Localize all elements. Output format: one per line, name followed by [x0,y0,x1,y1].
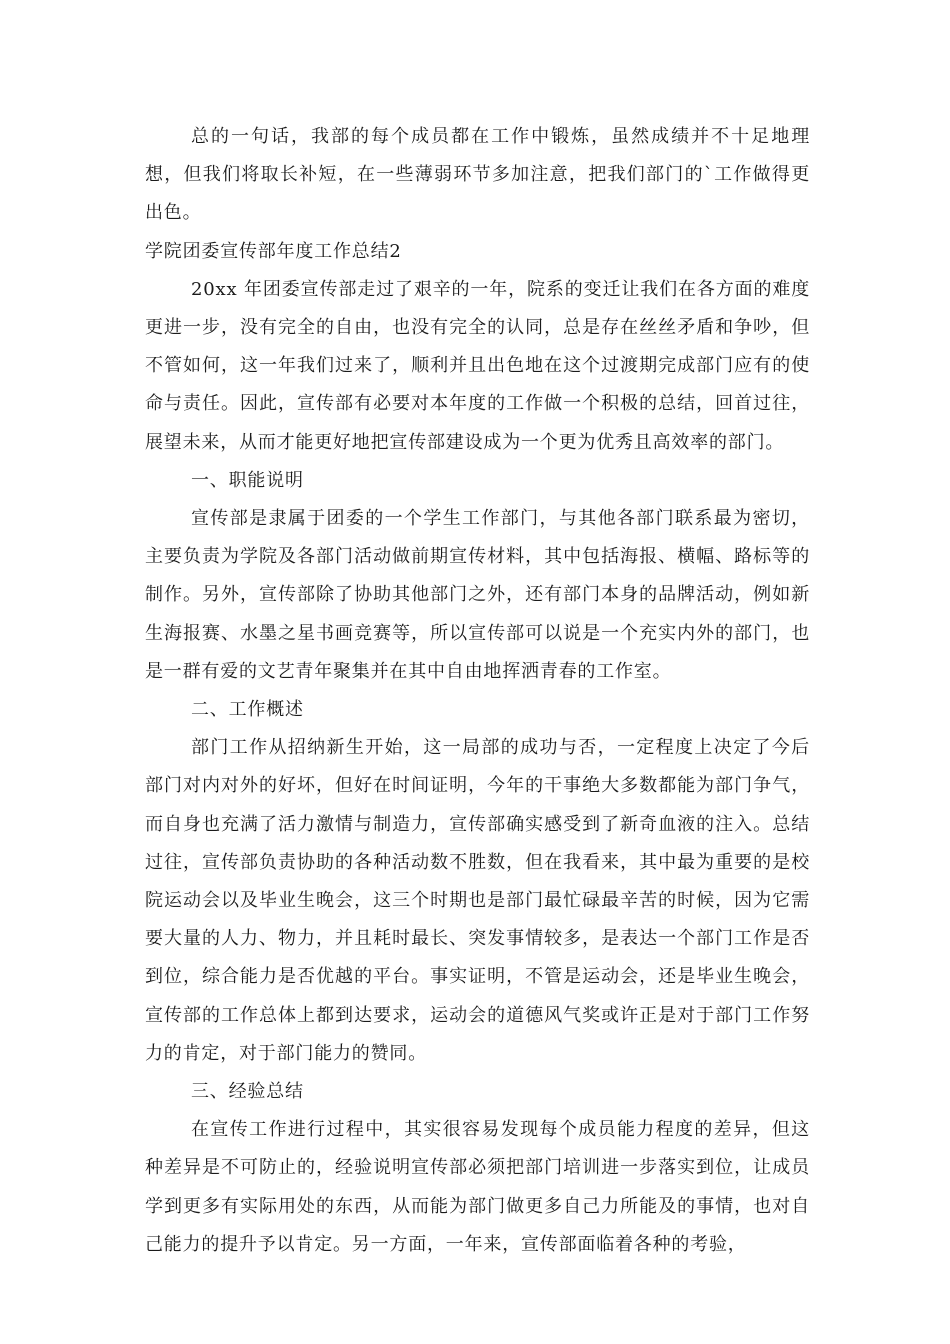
section-heading-experience: 三、经验总结 [191,1081,304,1103]
intro-paragraph: 总的一句话，我部的每个成员都在工作中锻炼，虽然成绩并不十足地理想，但我们将取长补短，在一些薄弱环节多加注意，把我们部门的`工作做得更出色。 [145,126,810,224]
document-title: 学院团委宣传部年度工作总结2 [145,240,402,262]
document-body [145,118,810,1264]
paragraph-opening: 20xx 年团委宣传部走过了艰辛的一年，院系的变迁让我们在各方面的难度更进一步，没有完全的自由，也没有完全的认同，总是存在丝丝矛盾和争吵，但不管如何，这一年我们过来了，顺利并且出色地在这个过渡期完成部门应有的使命与责任。因此，宣传部有必要对本年度的工作做一个积极的总结，回首过往，展望未来，从而才能更好地把宣传部建设成为一个更为优秀且高效率的部门。 [145,278,810,453]
section-text-work-overview: 部门工作从招纳新生开始，这一局部的成功与否，一定程度上决定了今后部门对内对外的好坏，但好在时间证明，今年的干事绝大多数都能为部门争气，而自身也充满了活力激情与制造力，宣传部确实感受到了新奇血液的注入。总结过往，宣传部负责协助的各种活动数不胜数，但在我看来，其中最为重要的是校院运动会以及毕业生晚会，这三个时期也是部门最忙碌最辛苦的时候，因为它需要大量的人力、物力，并且耗时最长、突发事情较多，是表达一个部门工作是否到位，综合能力是否优越的平台。事实证明，不管是运动会，还是毕业生晚会，宣传部的工作总体上都到达要求，运动会的道德风气奖或许正是对于部门工作努力的肯定，对于部门能力的赞同。 [145,737,810,1064]
section-heading-work-overview: 二、工作概述 [191,699,304,721]
section-text-experience: 在宣传工作进行过程中，其实很容易发现每个成员能力程度的差异，但这种差异是不可防止的，经验说明宣传部必须把部门培训进一步落实到位，让成员学到更多有实际用处的东西，从而能为部门做更多自己力所能及的事情，也对自己能力的提升予以肯定。另一方面，一年来，宣传部面临着各种的考验， [145,1119,810,1255]
section-text-functions: 宣传部是隶属于团委的一个学生工作部门，与其他各部门联系最为密切，主要负责为学院及各部门活动做前期宣传材料，其中包括海报、横幅、路标等的制作。另外，宣传部除了协助其他部门之外，还有部门本身的品牌活动，例如新生海报赛、水墨之星书画竞赛等，所以宣传部可以说是一个充实内外的部门，也是一群有爱的文艺青年聚集并在其中自由地挥洒青春的工作室。 [145,508,810,682]
section-heading-functions: 一、职能说明 [191,469,304,491]
